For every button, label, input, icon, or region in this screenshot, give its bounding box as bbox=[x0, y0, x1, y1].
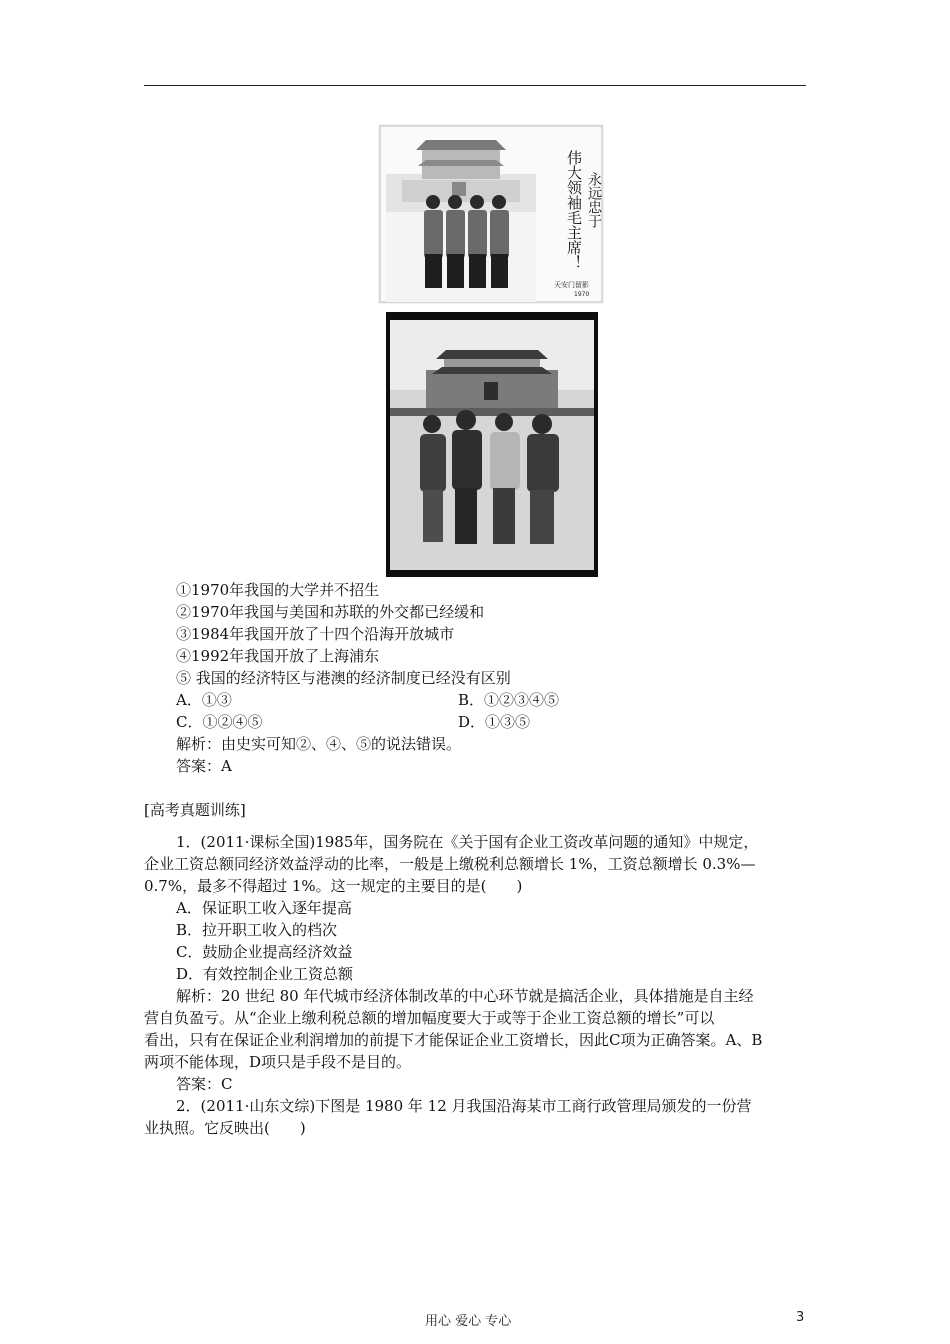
option-b: B．①②③④⑤ bbox=[458, 691, 560, 709]
answer: 答案：A bbox=[176, 757, 232, 775]
q2-stem-line-2: 业执照。它反映出( ) bbox=[144, 1119, 306, 1137]
q1-analysis-line-2: 营自负盈亏。从“企业上缴利税总额的增加幅度要大于或等于企业工资总额的增长”可以 bbox=[144, 1009, 715, 1027]
q1-option-a: A．保证职工收入逐年提高 bbox=[176, 899, 352, 917]
statement-4: ④1992年我国开放了上海浦东 bbox=[176, 647, 380, 665]
q1-analysis-line-4: 两项不能体现，D项只是手段不是目的。 bbox=[144, 1053, 412, 1071]
statement-2: ②1970年我国与美国和苏联的外交都已经缓和 bbox=[176, 603, 485, 621]
statement-1: ①1970年我国的大学并不招生 bbox=[176, 581, 380, 599]
photo1-caption-small-2: 1970 bbox=[574, 291, 590, 298]
section-title: [高考真题训练] bbox=[144, 801, 246, 819]
option-d: D．①③⑤ bbox=[458, 713, 531, 731]
footer-text: 用心 爱心 专心 bbox=[425, 1314, 512, 1329]
q1-analysis-line-1: 解析：20 世纪 80 年代城市经济体制改革的中心环节就是搞活企业，具体措施是自主经 bbox=[176, 987, 754, 1005]
photo1-caption-small-1: 天安门留影 bbox=[554, 281, 589, 289]
q1-option-c: C．鼓励企业提高经济效益 bbox=[176, 943, 353, 961]
q1-answer: 答案：C bbox=[176, 1075, 233, 1093]
q1-option-b: B．拉开职工收入的档次 bbox=[176, 921, 338, 939]
q1-option-d: D．有效控制企业工资总额 bbox=[176, 965, 354, 983]
q1-analysis-line-3: 看出，只有在保证企业利润增加的前提下才能保证企业工资增长，因此C项为正确答案。A、B bbox=[144, 1031, 763, 1049]
analysis: 解析：由史实可知②、④、⑤的说法错误。 bbox=[176, 735, 462, 753]
q1-stem-line-1: 1．(2011·课标全国)1985年，国务院在《关于国有企业工资改革问题的通知》中规定， bbox=[176, 833, 759, 851]
header-rule bbox=[144, 85, 806, 86]
tiananmen-1970-photo bbox=[378, 124, 604, 304]
photo1-caption-1: 永远忠于 bbox=[586, 172, 602, 228]
option-c: C．①②④⑤ bbox=[176, 713, 263, 731]
q2-stem-line-1: 2．(2011·山东文综)下图是 1980 年 12 月我国沿海某市工商行政管理局颁发的一份营 bbox=[176, 1097, 752, 1115]
tiananmen-recent-photo bbox=[386, 312, 598, 577]
option-a: A．①③ bbox=[176, 691, 232, 709]
q1-stem-line-2: 企业工资总额同经济效益浮动的比率，一般是上缴税利总额增长 1%，工资总额增长 0.3%— bbox=[144, 855, 756, 873]
photo1-caption-2: 伟大领袖毛主席！ bbox=[565, 150, 583, 270]
statement-5: ⑤ 我国的经济特区与港澳的经济制度已经没有区别 bbox=[176, 669, 511, 687]
statement-3: ③1984年我国开放了十四个沿海开放城市 bbox=[176, 625, 455, 643]
q1-stem-line-3: 0.7%，最多不得超过 1%。这一规定的主要目的是( ) bbox=[144, 877, 523, 895]
page-number: 3 bbox=[796, 1310, 805, 1325]
